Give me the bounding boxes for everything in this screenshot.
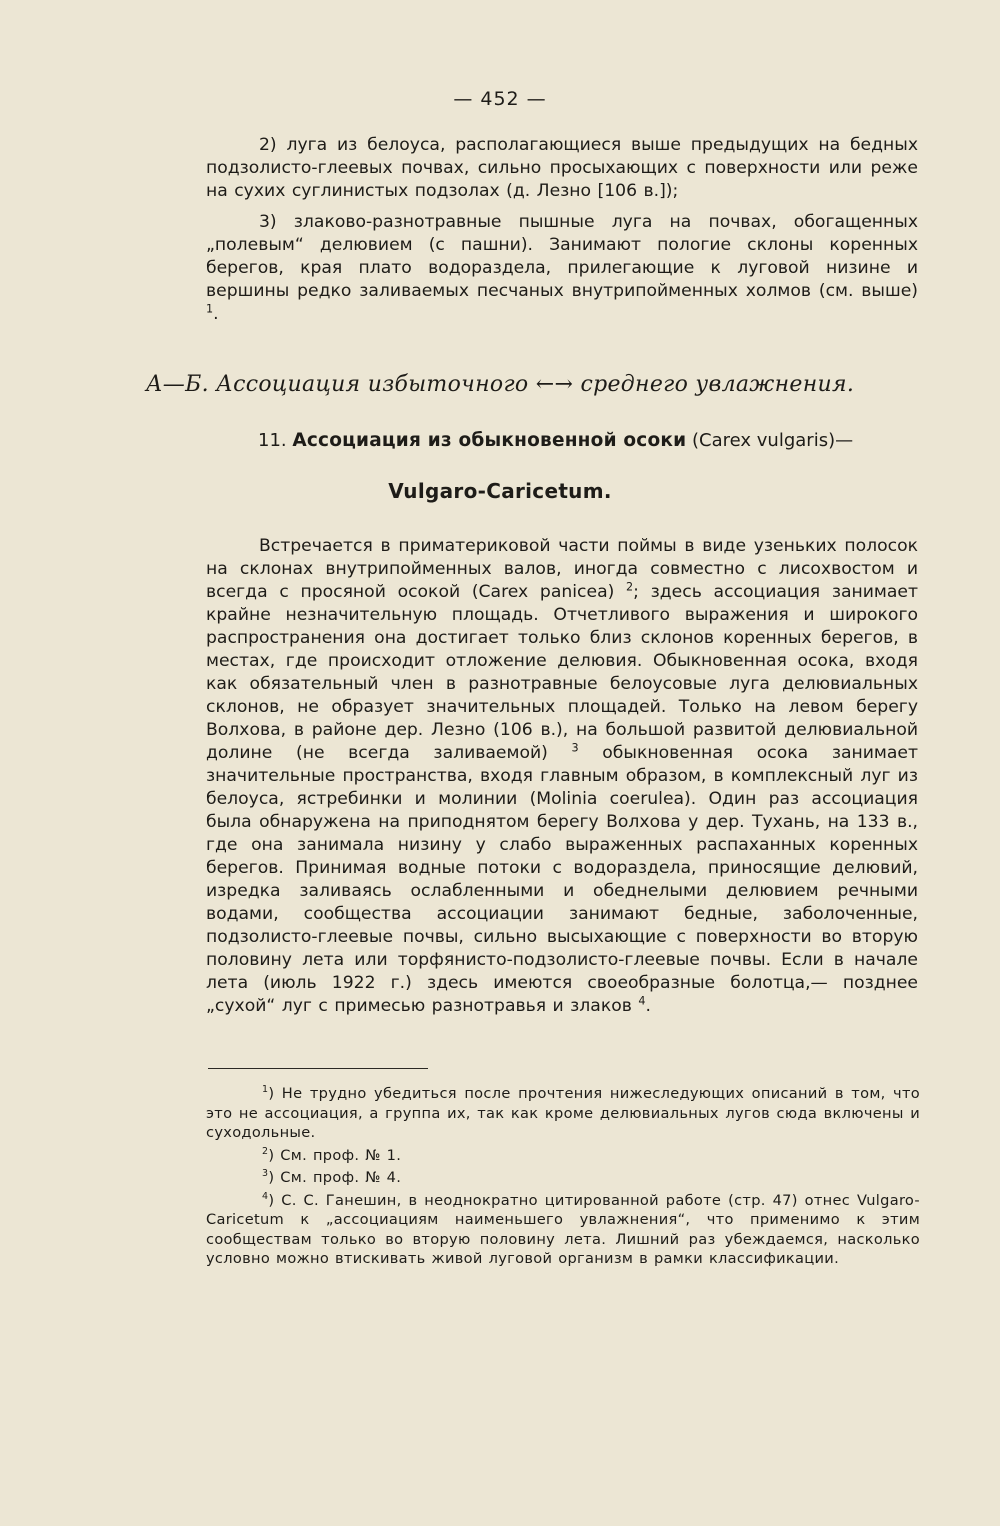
list-item-3: 3) злаково-разнотравные пышные луга на почвах, обогащенных „полевым“ делювием (с пашни). Занимают пологие склоны коренных берегов, края плато водораздела, прилегающие к луговой низине и вершины редко заливаемых песчаных внутрипойменных холмов (см. выше) $^1$. <box>206 212 918 324</box>
footnote-divider <box>208 1068 428 1069</box>
list-item-2: 2) луга из белоуса, располагающиеся выше предыдущих на бедных подзолисто-глеевых почвах, сильно просыхающих с поверхности или реже на сухих суглинистых подзолах (д. Лезно [106 в.]); <box>206 135 918 201</box>
body-text <box>206 535 918 1018</box>
footnote-3: $^3$) См. проф. № 4. <box>262 1168 402 1186</box>
list-block <box>206 134 918 326</box>
association-number: 11. <box>258 430 287 451</box>
footnotes <box>206 1084 920 1269</box>
footnote-ref-2: 2 <box>626 580 634 594</box>
body-paragraph: Встречается в приматериковой части поймы в виде узеньких полосок на склонах внутрипойменных валов, иногда совместно с лисохвостом и всегда с просяной осокой (Carex panicea) $^2$; здесь ассоциация занимает крайне незначительную площадь. Отчетливого выражения и широкого распространения она достигает только близ склонов коренных берегов, в местах, где происходит отложение делювия. Обыкновенная осока, входя как обязательный член в разнотравные белоусовые луга делювиальных склонов, не образует значительных площадей. Только на левом берегу Волхова, в районе дер. Лезно (106 в.), на большой развитой делювиальной долине (не всегда заливаемой) $^3$ обыкновенная осока занимает значительные пространства, входя главным образом, в комплексный луг из белоуса, ястребинки и молинии (Molinia coerulea). Один раз ассоциация была обнаружена на приподнятом берегу Волхова у дер. Тухань, на 133 в., где она занимала низину у слабо выраженных распаханных коренных берегов. Принимая водные потоки с водораздела, приносящие делювий, изредка заливаясь ослабленными и обеднелыми делювием речными водами, сообщества ассоциации занимают бедные, заболоченные, подзолисто-глеевые почвы, сильно высыхающие с поверхности во вторую половину лета или торфянисто-подзолисто-глеевые почвы. Если в начале лета (июль 1922 г.) здесь имеются своеобразные болотца,— позднее „сухой“ луг с примесью разнотравья и злаков $^4$. <box>206 536 918 1016</box>
footnote-ref-4: 4 <box>638 994 646 1008</box>
footnote-ref-1: 1 <box>206 302 214 316</box>
footnote-2: $^2$) См. проф. № 1. <box>262 1145 402 1164</box>
footnote-4: $^4$) С. С. Ганешин, в неоднократно цитированной работе (стр. 47) отнес Vulgaro-Caricetum к „ассоциациям наименьшего увлажнения“, что применимо к этим сообществам только во вторую половину лета. Лишний раз убеждаемся, насколько условно можно втискивать живой луговой организм в рамки классификации. <box>206 1190 920 1267</box>
section-heading: А—Б. Ассоциация избыточного ←→ среднего увлажнения. <box>145 372 855 397</box>
association-title: Ассоциация из обыкновенной осоки <box>292 430 687 451</box>
footnote-1: $^1$) Не трудно убедиться после прочтения нижеследующих описаний в том, что это не ассоциация, а группа их, так как кроме делювиальных лугов сюда включены и суходольные. <box>206 1084 920 1141</box>
latin-name: Vulgaro-Caricetum. <box>388 479 612 503</box>
page-number: — 452 — <box>453 88 547 110</box>
footnote-ref-3: 3 <box>571 741 579 755</box>
association-heading <box>258 428 853 454</box>
association-species: (Carex vulgaris)— <box>692 430 854 451</box>
